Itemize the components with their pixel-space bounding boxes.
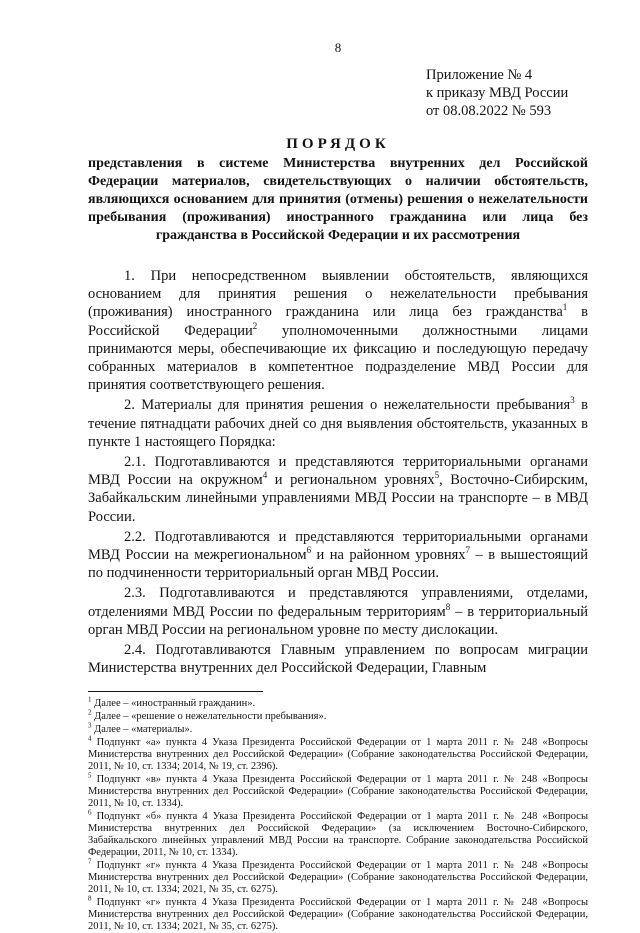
footnote-text: Подпункт «в» пункта 4 Указа Президента Российской Федерации от 1 марта 2011 г. № 248 «Вопросы Министерства внутренних дел Российской Федерации» (Собрание законодательства Российской Федерации, 2011, № 10, ст. 1334). xyxy=(88,774,588,810)
document-body xyxy=(88,267,588,677)
paragraph-2-1-text-a: 2.1. Подготавливаются и представляются территориальными органами МВД России на окружном xyxy=(88,454,588,489)
footnote-divider xyxy=(88,691,263,692)
appendix-header xyxy=(426,66,588,120)
paragraph-1-text-a: 1. При непосредственном выявлении обстоятельств, являющихся основанием для принятия решения о нежелательности пребывания (проживания) иностранного гражданина или лица без гражданства xyxy=(88,268,588,321)
footnote-ref-4: 4 xyxy=(262,470,268,481)
paragraph-2-text-a: 2. Материалы для принятия решения о нежелательности пребывания xyxy=(124,397,571,414)
footnote-text: Подпункт «г» пункта 4 Указа Президента Российской Федерации от 1 марта 2011 г. № 248 «Вопросы Министерства внутренних дел Российской Федерации» (Собрание законодательства Российской Федерации, 2011, № 10, ст. 1334; 2021, № 35, ст. 6275). xyxy=(88,860,588,896)
paragraph-2-1-text-c: , Восточно-Сибирским, Забайкальским линейными управлениями МВД России на транспорте – в МВД России. xyxy=(88,472,588,525)
paragraph-1-text-b: в Российской Федерации xyxy=(88,304,588,339)
paragraph-2-4 xyxy=(88,641,588,677)
paragraph-2-2-text-c: – в вышестоящий по подчиненности территориальный орган МВД России. xyxy=(88,547,588,582)
footnote-1 xyxy=(88,695,588,710)
paragraph-2-1 xyxy=(88,453,588,526)
footnote-ref-2: 2 xyxy=(252,320,258,331)
paragraph-2-2-text-b: и на районном уровнях xyxy=(311,547,466,564)
footnote-text: Подпункт «а» пункта 4 Указа Президента Российской Федерации от 1 марта 2011 г. № 248 «Вопросы Министерства внутренних дел Российской Федерации» (Собрание законодательства Российской Федерации, 2011, № 10, ст. 1334; 2014, № 19, ст. 2396). xyxy=(88,737,588,773)
footnote-ref-1: 1 xyxy=(562,302,568,313)
footnote-text: Далее – «иностранный гражданин». xyxy=(91,698,256,710)
footnote-text: Подпункт «б» пункта 4 Указа Президента Российской Федерации от 1 марта 2011 г. № 248 «Вопросы Министерства внутренних дел Российской Федерации» (за исключением Восточно-Сибирского, Забайкальского линейных управлений МВД России на транспорте. Собрание законодательства Российской Федерации, 2011, № 10, ст. 1334). xyxy=(88,811,588,859)
appendix-line-3: от 08.08.2022 № 593 xyxy=(426,103,552,119)
footnote-number: 2 xyxy=(88,708,92,717)
footnote-number: 7 xyxy=(88,857,92,866)
footnote-5 xyxy=(88,771,588,810)
footnote-ref-7: 7 xyxy=(465,545,471,556)
footnote-number: 1 xyxy=(88,695,92,704)
footnote-text: Далее – «решение о нежелательности пребывания». xyxy=(91,711,327,723)
appendix-line-1: Приложение № 4 xyxy=(426,67,533,83)
footnote-number: 5 xyxy=(88,771,92,780)
footnote-3 xyxy=(88,721,588,736)
paragraph-2-3-text-b: – в территориальный орган МВД России на региональном уровне по месту дислокации. xyxy=(88,603,588,638)
footnote-8 xyxy=(88,894,588,933)
footnotes xyxy=(88,695,588,933)
paragraph-2-text-b: в течение пятнадцати рабочих дней со дня выявления обстоятельств, указанных в пункте 1 настоящего Порядка: xyxy=(88,397,588,450)
document-title: ПОРЯДОК xyxy=(286,136,390,152)
paragraph-2 xyxy=(88,396,588,451)
footnote-ref-3: 3 xyxy=(570,395,575,406)
paragraph-2-2-text-a: 2.2. Подготавливаются и представляются территориальными органами МВД России на межрегиональном xyxy=(88,528,588,564)
footnote-4 xyxy=(88,734,588,773)
footnote-number: 4 xyxy=(88,734,92,743)
footnote-ref-8: 8 xyxy=(445,601,451,612)
page-number: 8 xyxy=(334,40,342,55)
paragraph-2-2 xyxy=(88,528,588,583)
footnote-ref-6: 6 xyxy=(306,545,312,556)
footnote-7 xyxy=(88,857,588,896)
paragraph-2-4-text-a: 2.4. Подготавливаются Главным управлением по вопросам миграции Министерства внутренних дел Российской Федерации, Главным xyxy=(88,642,588,677)
footnote-ref-5: 5 xyxy=(434,470,440,481)
document-subtitle: представления в системе Министерства внутренних дел Российской Федерации материалов, свидетельствующих о наличии обстоятельств, являющихся основанием для принятия (отмены) решения о нежелательности пребывания (проживания) иностранного гражданина или лица без гражданства в Российской Федерации и их рассмотрения xyxy=(88,156,588,243)
paragraph-2-3-text-a: 2.3. Подготавливаются и представляются управлениями, отделами, отделениями МВД России по федеральным территориям xyxy=(88,585,588,620)
footnote-number: 3 xyxy=(88,721,92,730)
paragraph-2-1-text-b: и региональном уровнях xyxy=(267,472,435,489)
footnote-text: Далее – «материалы». xyxy=(91,724,193,736)
footnote-6 xyxy=(88,808,588,859)
footnote-2 xyxy=(88,708,588,723)
footnote-number: 6 xyxy=(88,808,92,817)
paragraph-1 xyxy=(88,267,588,394)
appendix-line-2: к приказу МВД России xyxy=(426,85,569,101)
paragraph-1-text-c: уполномоченными должностными лицами принимаются меры, обеспечивающие их фиксацию и последующую передачу собранных материалов в компетентное подразделение МВД России для принятия соответствующего решения. xyxy=(88,322,588,394)
paragraph-2-3 xyxy=(88,584,588,639)
footnote-number: 8 xyxy=(88,894,92,903)
footnote-text: Подпункт «г» пункта 4 Указа Президента Российской Федерации от 1 марта 2011 г. № 248 «Вопросы Министерства внутренних дел Российской Федерации» (Собрание законодательства Российской Федерации, 2011, № 10, ст. 1334; 2021, № 35, ст. 6275). xyxy=(88,897,588,933)
